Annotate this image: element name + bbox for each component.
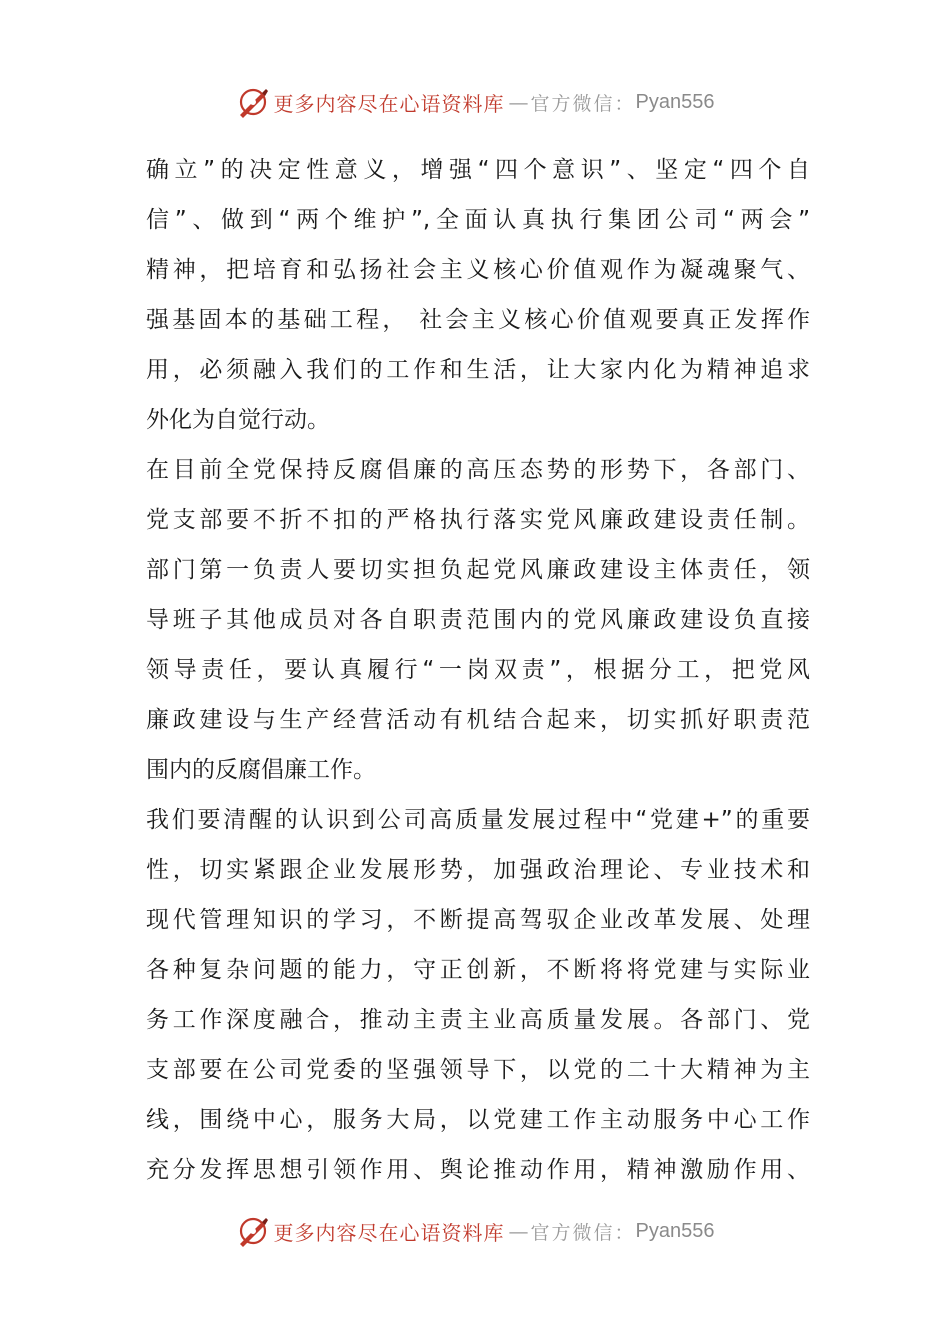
document-body xyxy=(146,145,810,1195)
banner-wechat-label: 官方微信： xyxy=(530,1221,636,1244)
text-line: 支部要在公司党委的坚强领导下，以党的二十大精神为主 xyxy=(146,1057,810,1083)
banner-wechat-id: Pyan556 xyxy=(635,90,715,113)
banner-separator: — xyxy=(508,1219,529,1243)
banner-text: 更多内容尽在心语资料库 xyxy=(273,1220,505,1245)
text-line: 用，必须融入我们的工作和生活，让大家内化为精神追求 xyxy=(146,357,810,383)
text-line: 领导责任，要认真履行“一岗双责”，根据分工，把党风 xyxy=(146,657,810,683)
text-line: 党支部要不折不扣的严格执行落实党风廉政建设责任制。 xyxy=(146,507,810,533)
pen-circle-logo-icon xyxy=(236,1214,270,1248)
text-line: 强基固本的基础工程， 社会主义核心价值观要真正发挥作 xyxy=(146,307,810,333)
text-line: 部门第一负责人要切实担负起党风廉政建设主体责任，领 xyxy=(146,557,810,583)
text-line: 确立”的决定性意义，增强“四个意识”、坚定“四个自 xyxy=(146,157,810,183)
text-line: 外化为自觉行动。 xyxy=(146,407,330,433)
text-line: 导班子其他成员对各自职责范围内的党风廉政建设负直接 xyxy=(146,607,810,633)
text-line: 充分发挥思想引领作用、舆论推动作用，精神激励作用、 xyxy=(146,1157,810,1183)
banner-text: 更多内容尽在心语资料库 xyxy=(273,91,505,116)
text-line: 信”、做到“两个维护”,全面认真执行集团公司“两会” xyxy=(146,207,810,233)
banner-wechat-label: 官方微信： xyxy=(530,92,636,115)
banner-separator: — xyxy=(508,90,529,114)
text-line: 务工作深度融合，推动主责主业高质量发展。各部门、党 xyxy=(146,1007,810,1033)
pen-circle-logo-icon xyxy=(236,85,270,119)
text-line: 线，围绕中心，服务大局，以党建工作主动服务中心工作 xyxy=(146,1107,810,1133)
footer-banner xyxy=(0,1211,950,1251)
text-line: 廉政建设与生产经营活动有机结合起来，切实抓好职责范 xyxy=(146,707,810,733)
text-line: 现代管理知识的学习，不断提高驾驭企业改革发展、处理 xyxy=(146,907,810,933)
text-line: 各种复杂问题的能力，守正创新，不断将将党建与实际业 xyxy=(146,957,810,983)
text-line: 精神，把培育和弘扬社会主义核心价值观作为凝魂聚气、 xyxy=(146,257,810,283)
text-line: 性，切实紧跟企业发展形势，加强政治理论、专业技术和 xyxy=(146,857,810,883)
text-line: 围内的反腐倡廉工作。 xyxy=(146,757,376,783)
text-line: 我们要清醒的认识到公司高质量发展过程中“党建+”的重要 xyxy=(146,807,810,833)
banner-wechat-id: Pyan556 xyxy=(635,1219,715,1242)
header-banner xyxy=(0,82,950,122)
text-line: 在目前全党保持反腐倡廉的高压态势的形势下，各部门、 xyxy=(146,457,810,483)
